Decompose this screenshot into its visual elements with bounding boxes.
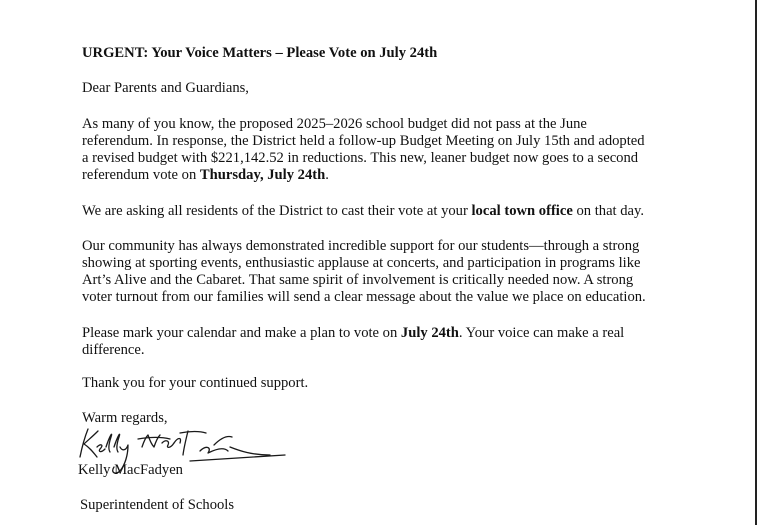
vote-date-emphasis: Thursday, July 24th [199,167,326,183]
signer-name: Kelly MacFadyen [78,462,183,478]
paragraph-2 [82,203,644,220]
july-date-emphasis: July 24th [400,325,459,341]
paragraph-1-line-1: As many of you know, the proposed 2025–2026 school budget did not pass at the June [82,116,587,132]
paragraph-4-line-1 [82,325,624,342]
paragraph-3-line-3: Art’s Alive and the Cabaret. That same spirit of involvement is critically needed now. A strong [82,272,634,288]
paragraph-2-text: We are asking all residents of the District to cast their vote at your [82,203,472,219]
paragraph-4-line-2: difference. [82,342,145,358]
paragraph-1-line-3: a revised budget with $221,142.52 in reductions. This new, leaner budget now goes to a second [82,150,639,166]
paragraph-1-line-4-end: . [325,167,329,183]
location-emphasis: local town office [471,203,573,219]
paragraph-3-line-2: showing at sporting events, enthusiastic applause at concerts, and participation in programs like [82,255,641,271]
paragraph-2-end: on that day. [572,203,645,219]
paragraph-3-line-1: Our community has always demonstrated incredible support for our students—through a strong [82,238,640,254]
letter-title: URGENT: Your Voice Matters – Please Vote on July 24th [82,45,438,61]
closing: Warm regards, [82,410,168,426]
signer-title: Superintendent of Schools [80,497,235,513]
paragraph-4-end: . Your voice can make a real [458,325,625,341]
thank-you-line: Thank you for your continued support. [82,375,309,391]
paragraph-1-line-4-text: referendum vote on [82,167,200,183]
paragraph-3-line-4: voter turnout from our families will send a clear message about the value we place on education. [82,289,646,305]
paragraph-1-line-4 [82,167,329,184]
salutation: Dear Parents and Guardians, [82,80,249,96]
paragraph-4-text: Please mark your calendar and make a plan to vote on [82,325,401,341]
paragraph-1-line-2: referendum. In response, the District held a follow-up Budget Meeting on July 15th and adopted [82,133,645,149]
